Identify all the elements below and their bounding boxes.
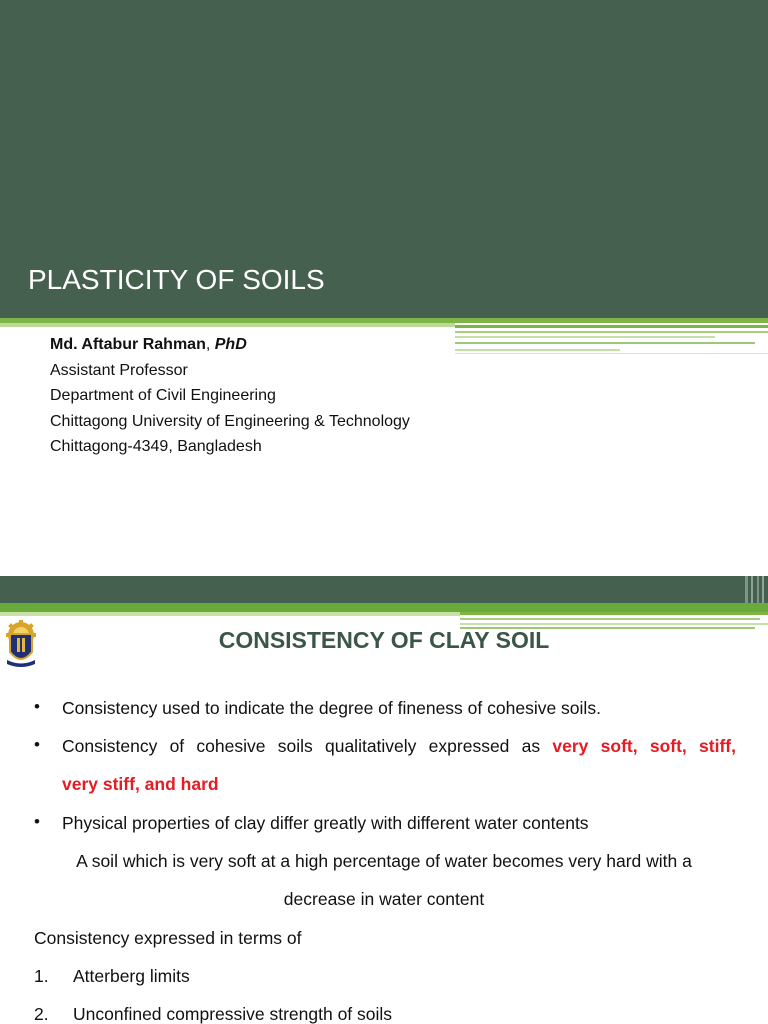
list-item-text: Unconfined compressive strength of soils — [73, 1004, 393, 1024]
author-department: Department of Civil Engineering — [50, 387, 276, 404]
bullet-item-2-line-1 — [62, 736, 736, 757]
accent-stripe — [455, 331, 768, 333]
slide-title: CONSISTENCY OF CLAY SOIL — [218, 627, 550, 653]
author-line — [50, 332, 410, 358]
author-university: Chittagong University of Engineering & Technology — [50, 412, 410, 430]
accent-stripe — [751, 576, 753, 603]
accent-stripe — [745, 576, 748, 603]
accent-stripe — [455, 349, 620, 351]
consistency-terms-highlight: very soft, soft, stiff, — [552, 736, 736, 756]
author-degree: PhD — [214, 336, 247, 353]
author-name: Md. Aftabur Rahman — [50, 336, 206, 353]
bullet-marker: • — [34, 812, 40, 831]
bullet-item-2-text: Consistency of cohesive soils qualitatively expressed as — [62, 736, 541, 756]
author-block — [50, 332, 410, 460]
accent-stripe — [0, 612, 460, 616]
paragraph-line-1: A soil which is very soft at a high percentage of water becomes very hard with a — [76, 851, 692, 871]
author-designation: Assistant Professor — [50, 361, 188, 379]
list-item-text: Atterberg limits — [73, 966, 190, 986]
accent-stripe — [455, 325, 768, 328]
list-item-number: 2. — [34, 1004, 49, 1024]
accent-stripe — [455, 336, 715, 338]
bullet-item-1: Consistency used to indicate the degree of fineness of cohesive soils. — [62, 698, 601, 718]
accent-stripe — [455, 353, 768, 354]
paragraph-line-2: decrease in water content — [283, 889, 485, 909]
slide-title: PLASTICITY OF SOILS — [28, 264, 325, 295]
accent-stripe — [460, 618, 760, 620]
accent-stripe — [0, 323, 455, 327]
header-band — [0, 576, 768, 603]
bullet-item-3: Physical properties of clay differ greatly with different water contents — [62, 813, 589, 833]
accent-stripe — [762, 576, 764, 603]
author-separator: , — [205, 336, 215, 353]
list-item-number: 1. — [34, 966, 49, 986]
content-slide — [0, 576, 768, 1024]
accent-stripe — [460, 623, 768, 625]
accent-stripe — [757, 576, 759, 603]
author-address: Chittagong-4349, Bangladesh — [50, 438, 262, 455]
consistency-terms-highlight-2: very stiff, and hard — [62, 774, 219, 794]
accent-stripe — [0, 603, 768, 612]
bullet-marker: • — [34, 697, 40, 716]
bullet-marker: • — [34, 735, 40, 754]
accent-stripe — [455, 342, 755, 344]
terms-intro: Consistency expressed in terms of — [34, 928, 302, 948]
accent-stripe — [460, 612, 768, 615]
